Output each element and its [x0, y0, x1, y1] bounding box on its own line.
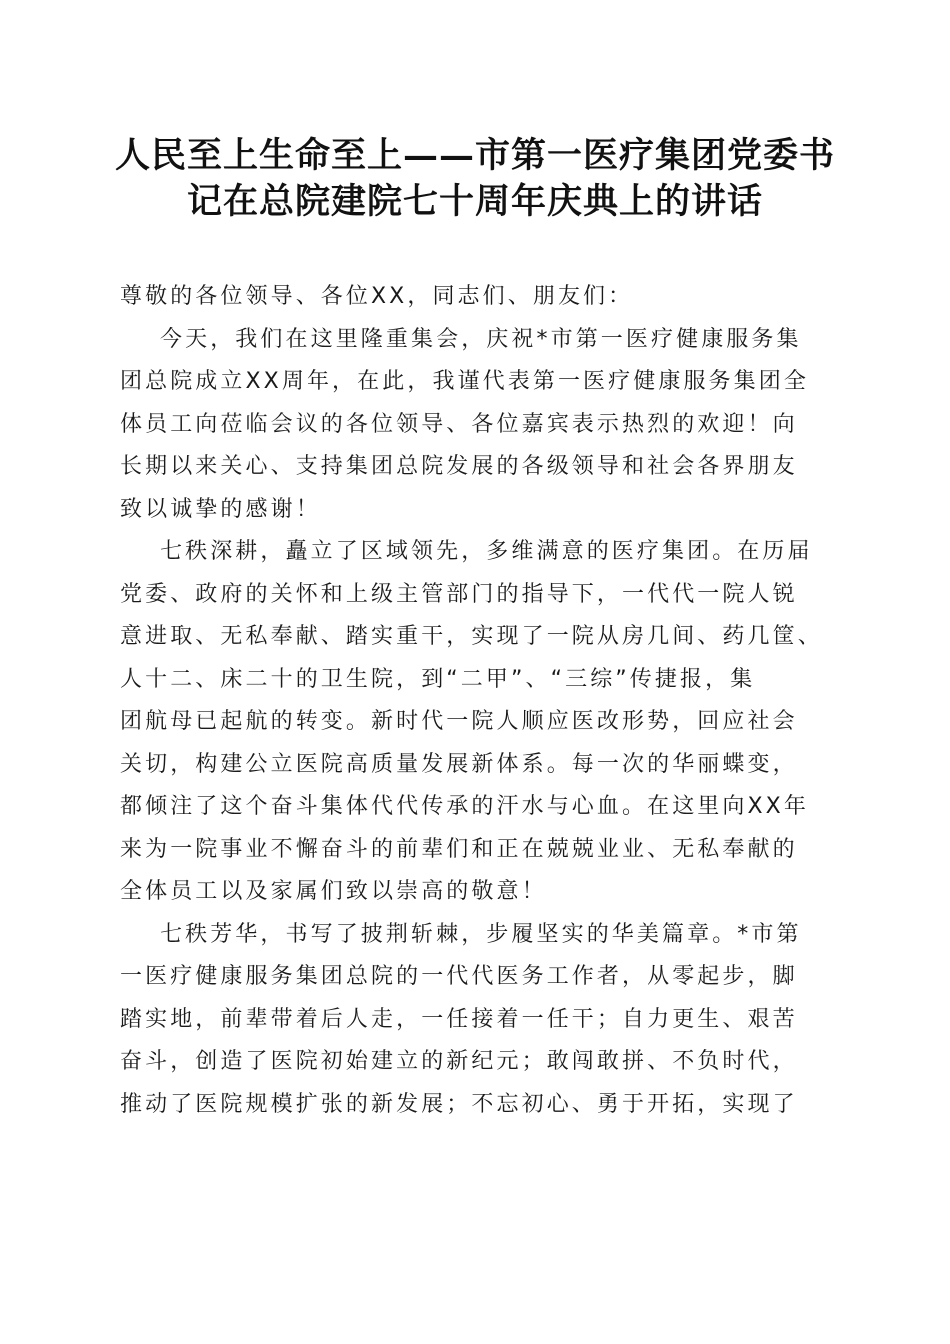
text-line: 人十二、床二十的卫生院，到“二甲”、“三综”传捷报，集	[120, 666, 756, 692]
text-line: 奋斗，创造了医院初始建立的新纪元；敢闯敢拼、不负时代，	[120, 1049, 798, 1074]
page-title	[100, 133, 850, 225]
speech-body	[120, 276, 832, 1126]
text-line: 党委、政府的关怀和上级主管部门的指导下，一代代一院人锐	[120, 581, 798, 607]
text-line: 关切，构建公立医院高质量发展新体系。每一次的华丽蝶变，	[120, 751, 798, 777]
text-line: 七秩深耕，矗立了区域领先，多维满意的医疗集团。在历届	[160, 539, 813, 564]
text-line: 长期以来关心、支持集团总院发展的各级领导和社会各界朋友	[120, 454, 798, 479]
text-line: 都倾注了这个奋斗集体代代传承的汗水与心血。在这里向XX年	[120, 794, 809, 819]
text-line: 来为一院事业不懈奋斗的前辈们和正在兢兢业业、无私奉献的	[120, 836, 798, 862]
salutation: 尊敬的各位领导、各位XX，同志们、朋友们：	[120, 284, 634, 309]
text-line: 推动了医院规模扩张的新发展；不忘初心、勇于开拓，实现了	[120, 1091, 798, 1117]
text-line: 踏实地，前辈带着后人走，一任接着一任干；自力更生、艰苦	[120, 1006, 798, 1032]
text-line: 意进取、无私奉献、踏实重干，实现了一院从房几间、药几筐、	[120, 624, 823, 649]
text-line: 全体员工以及家属们致以崇高的敬意！	[120, 879, 547, 904]
title-line: 人民至上生命至上——市第一医疗集团党委书	[114, 135, 835, 176]
text-line: 一医疗健康服务集团总院的一代代医务工作者，从零起步，脚	[120, 964, 798, 989]
text-line: 致以诚挚的感谢！	[120, 496, 321, 522]
text-line: 体员工向莅临会议的各位领导、各位嘉宾表示热烈的欢迎！向	[120, 411, 798, 437]
title-line: 记在总院建院七十周年庆典上的讲话	[186, 181, 763, 222]
text-line: 今天，我们在这里隆重集会，庆祝*市第一医疗健康服务集	[160, 326, 802, 352]
text-line: 团总院成立XX周年，在此，我谨代表第一医疗健康服务集团全	[120, 369, 809, 394]
text-line: 团航母已起航的转变。新时代一院人顺应医改形势，回应社会	[120, 709, 798, 734]
text-line: 七秩芳华，书写了披荆斩棘，步履坚实的华美篇章。*市第	[160, 921, 802, 947]
